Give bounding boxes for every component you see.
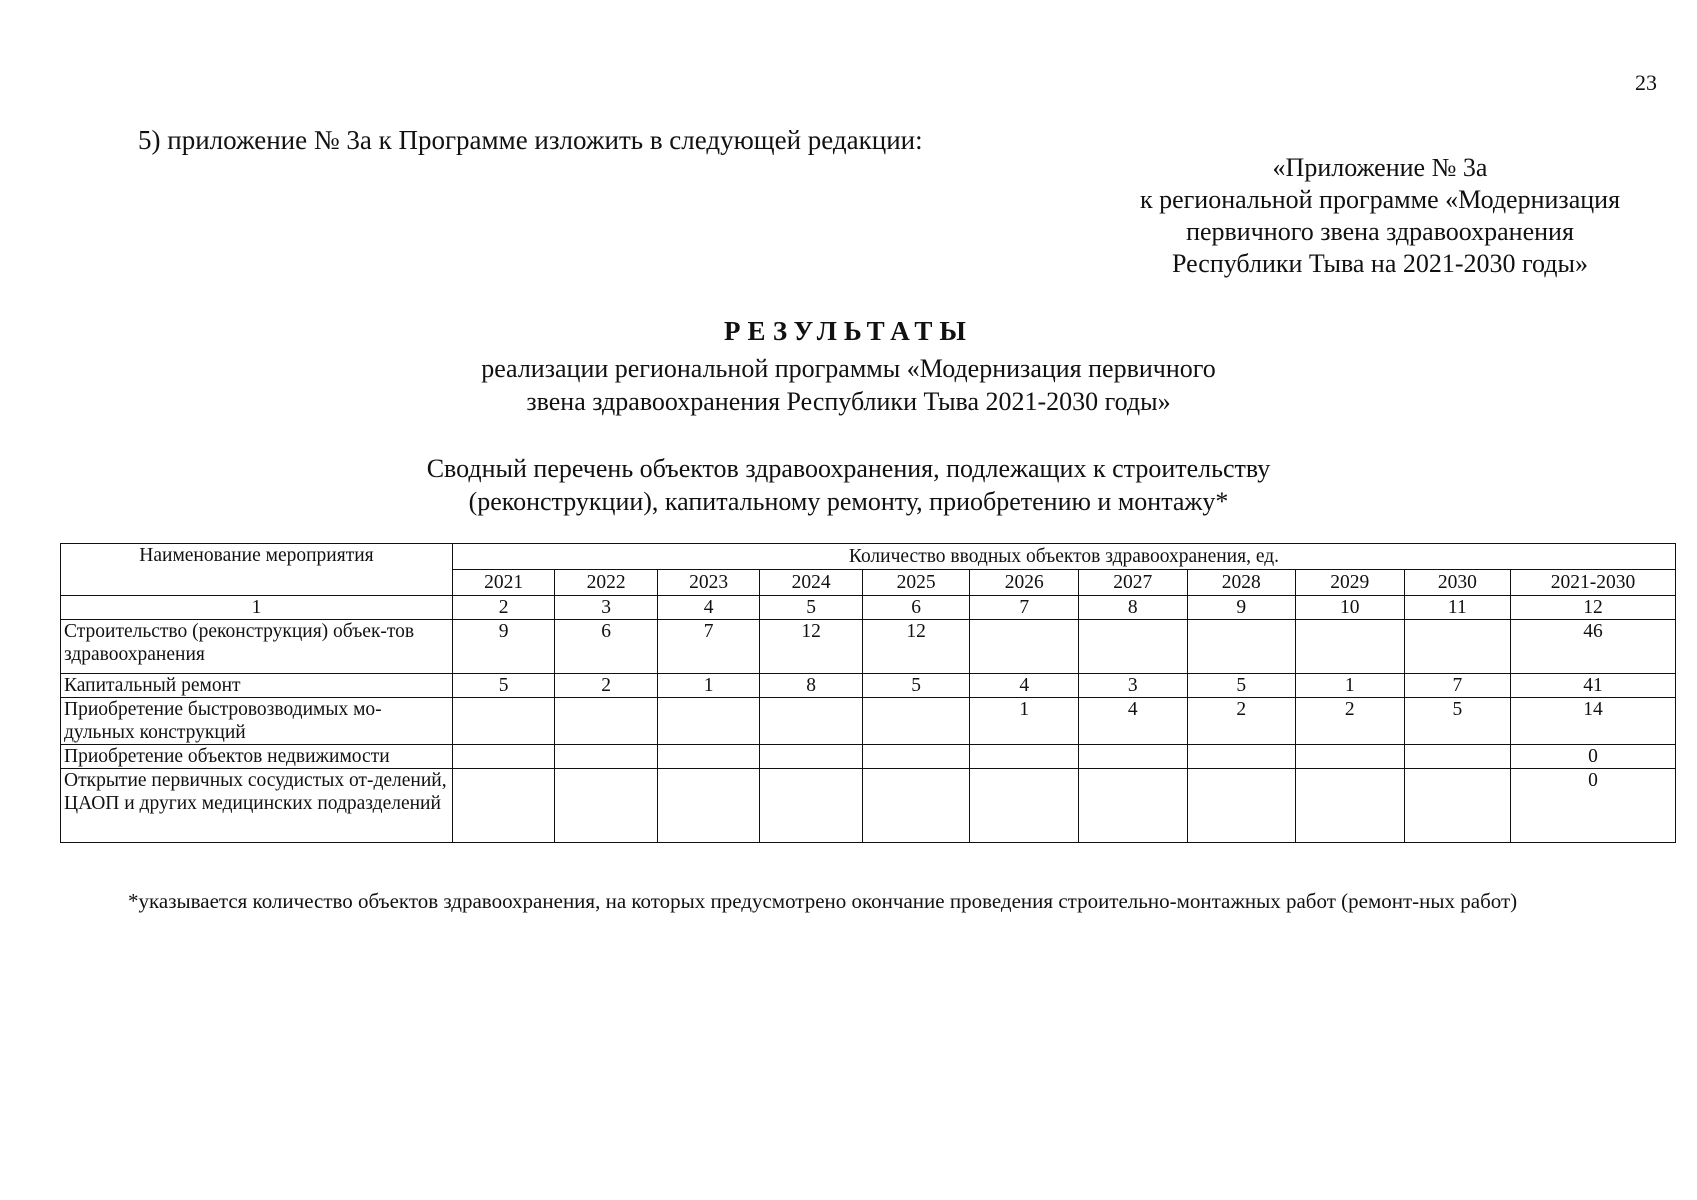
value-cell: 0: [1511, 745, 1676, 769]
year-header: 2026: [970, 570, 1079, 596]
table-row: [61, 674, 1676, 698]
year-header: 2030: [1404, 570, 1511, 596]
column-number: 4: [657, 596, 760, 620]
value-cell: 1: [1296, 674, 1405, 698]
table-row: [61, 769, 1676, 843]
value-cell: [1078, 745, 1187, 769]
value-cell: 8: [760, 674, 863, 698]
row-name-cell: Строительство (реконструкция) объек-тов здравоохранения: [61, 620, 453, 674]
value-cell: [1296, 745, 1405, 769]
value-cell: [452, 745, 555, 769]
table-row: [61, 620, 1676, 674]
value-cell: 41: [1511, 674, 1676, 698]
document-heading: РЕЗУЛЬТАТЫ: [724, 316, 973, 346]
year-header: 2028: [1187, 570, 1296, 596]
table-body: [61, 620, 1676, 843]
table-title-line: Сводный перечень объектов здравоохранения, подлежащих к строительству: [426, 454, 1271, 483]
value-cell: 4: [1078, 698, 1187, 745]
column-number: 11: [1404, 596, 1511, 620]
table-title: [0, 452, 1697, 518]
value-cell: [1404, 620, 1511, 674]
year-header: 2027: [1078, 570, 1187, 596]
year-header: 2021: [452, 570, 555, 596]
value-cell: [760, 745, 863, 769]
appendix-line: первичного звена здравоохранения: [1186, 217, 1574, 246]
results-table: [60, 543, 1676, 843]
subheading-line: звена здравоохранения Республики Тыва 2021-2030 годы»: [526, 387, 1171, 416]
value-cell: 9: [452, 620, 555, 674]
column-number: 6: [862, 596, 970, 620]
column-number: 2: [452, 596, 555, 620]
value-cell: 14: [1511, 698, 1676, 745]
column-number: 9: [1187, 596, 1296, 620]
value-cell: [657, 745, 760, 769]
value-cell: 5: [862, 674, 970, 698]
value-cell: 2: [555, 674, 658, 698]
value-cell: 46: [1511, 620, 1676, 674]
value-cell: [1078, 769, 1187, 843]
row-name-cell: Капитальный ремонт: [61, 674, 453, 698]
year-header: 2021-2030: [1511, 570, 1676, 596]
table-row: [61, 745, 1676, 769]
row-name-cell: Приобретение объектов недвижимости: [61, 745, 453, 769]
value-cell: 6: [555, 620, 658, 674]
value-cell: 12: [760, 620, 863, 674]
column-number: 1: [61, 596, 453, 620]
year-header: 2023: [657, 570, 760, 596]
row-name-cell: Приобретение быстровозводимых мо-дульных конструкций: [61, 698, 453, 745]
value-cell: 12: [862, 620, 970, 674]
value-cell: [555, 745, 658, 769]
year-header: 2022: [555, 570, 658, 596]
year-header: 2024: [760, 570, 863, 596]
column-number: 7: [970, 596, 1079, 620]
year-header: 2025: [862, 570, 970, 596]
intro-paragraph: 5) приложение № 3а к Программе изложить в следующей редакции:: [138, 125, 923, 155]
value-cell: [1187, 620, 1296, 674]
footnote: *указывается количество объектов здравоохранения, на которых предусмотрено окончание проведения строительно-монтажных работ (ремонт-ных работ): [128, 889, 1518, 913]
value-cell: [862, 698, 970, 745]
value-cell: 5: [452, 674, 555, 698]
column-number: 10: [1296, 596, 1405, 620]
value-cell: [657, 769, 760, 843]
subheading-line: реализации региональной программы «Модернизация первичного: [481, 354, 1216, 383]
value-cell: [1078, 620, 1187, 674]
value-cell: [452, 698, 555, 745]
value-cell: [760, 769, 863, 843]
value-cell: [1404, 769, 1511, 843]
value-cell: 7: [657, 620, 760, 674]
value-cell: [970, 745, 1079, 769]
column-group-header: Количество вводных объектов здравоохранения, ед.: [452, 544, 1675, 570]
value-cell: [862, 769, 970, 843]
column-number: 5: [760, 596, 863, 620]
year-header: 2029: [1296, 570, 1405, 596]
page-number: 23: [1635, 70, 1657, 95]
value-cell: 1: [657, 674, 760, 698]
value-cell: 5: [1187, 674, 1296, 698]
value-cell: [452, 769, 555, 843]
value-cell: [970, 620, 1079, 674]
value-cell: [555, 698, 658, 745]
value-cell: [1296, 769, 1405, 843]
value-cell: 5: [1404, 698, 1511, 745]
appendix-line: Республики Тыва на 2021-2030 годы»: [1171, 249, 1589, 278]
value-cell: 4: [970, 674, 1079, 698]
appendix-line: «Приложение № 3а: [1272, 153, 1488, 182]
value-cell: 2: [1187, 698, 1296, 745]
value-cell: 1: [970, 698, 1079, 745]
value-cell: [862, 745, 970, 769]
column-header-name: Наименование мероприятия: [61, 544, 453, 596]
value-cell: [1296, 620, 1405, 674]
value-cell: [1404, 745, 1511, 769]
value-cell: 2: [1296, 698, 1405, 745]
column-number: 8: [1078, 596, 1187, 620]
value-cell: [1187, 769, 1296, 843]
table-title-line: (реконструкции), капитальному ремонту, приобретению и монтажу*: [468, 487, 1229, 516]
value-cell: 3: [1078, 674, 1187, 698]
value-cell: [970, 769, 1079, 843]
value-cell: [555, 769, 658, 843]
table-row: [61, 698, 1676, 745]
row-name-cell: Открытие первичных сосудистых от-делений, ЦАОП и других медицинских подразделений: [61, 769, 453, 843]
appendix-reference: [1100, 152, 1660, 280]
value-cell: [657, 698, 760, 745]
value-cell: 7: [1404, 674, 1511, 698]
value-cell: 0: [1511, 769, 1676, 843]
column-number: 3: [555, 596, 658, 620]
document-subheading: [0, 352, 1697, 418]
appendix-line: к региональной программе «Модернизация: [1139, 185, 1621, 214]
column-number: 12: [1511, 596, 1676, 620]
value-cell: [1187, 745, 1296, 769]
column-numbers-row: [61, 596, 1676, 620]
value-cell: [760, 698, 863, 745]
